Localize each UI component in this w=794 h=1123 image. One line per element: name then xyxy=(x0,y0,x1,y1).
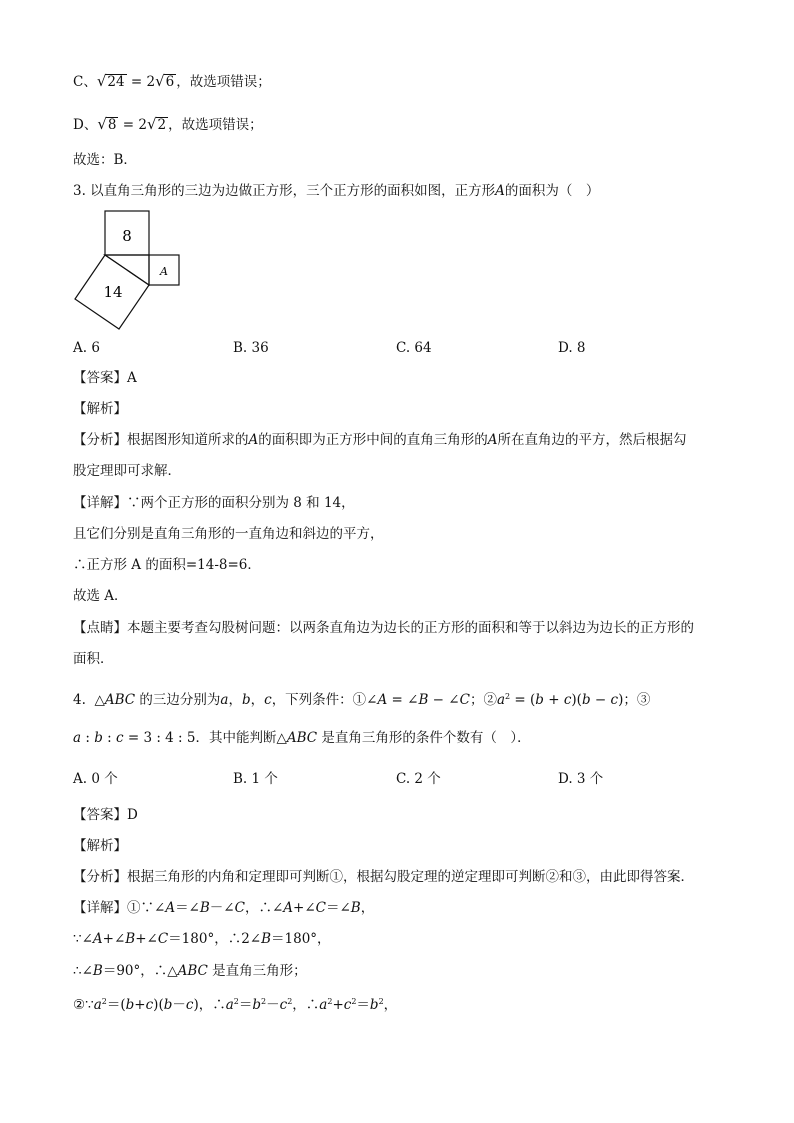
q3-answer: 【答案】A xyxy=(73,370,137,386)
q3-option-d: D. 8 xyxy=(558,340,586,356)
line-option-d: D、√8 = 2√2 ，故选项错误； xyxy=(73,115,263,133)
pythagoras-squares-figure xyxy=(74,210,184,330)
q4-detail-line-4: $②\because a^2=(b+c)(b-c)$，$\therefore a^2=b^2-c^2$，$\therefore a^2+c^2=b^2$， xyxy=(73,997,398,1013)
q4-answer: 【答案】D xyxy=(73,807,138,823)
square-8-label: 8 xyxy=(122,227,132,245)
q3-detail-line-4: 故选 A． xyxy=(73,588,128,604)
line-option-c: C、√24 = 2√6 ，故选项错误； xyxy=(73,72,271,90)
q3-comment-line-2: 面积． xyxy=(73,651,114,667)
q4-detail-line-1: 【详解】①∵∠A＝∠B－∠C，∴∠A+∠C＝∠B， xyxy=(73,900,375,916)
q4-analysis-heading: 【解析】 xyxy=(73,838,127,854)
q3-analysis-heading: 【解析】 xyxy=(73,401,127,417)
q3-detail-line-1: 【详解】∵两个正方形的面积分别为 8 和 14， xyxy=(73,495,355,511)
q4-option-b: B. 1 个 xyxy=(233,771,278,787)
q4-option-c: C. 2 个 xyxy=(396,771,441,787)
q4-detail-line-2: ∵∠A+∠B+∠C＝180°，∴2∠B＝180°， xyxy=(73,931,331,947)
q3-analysis-line-2: 股定理即可求解． xyxy=(73,463,181,479)
q4-detail-line-3: ∴∠B＝90°，∴△ABC 是直角三角形； xyxy=(73,963,307,979)
question-4-line-2: a : b : c = 3 : 4 : 5．其中能判断△ABC 是直角三角形的条件个数有（ ）． xyxy=(73,730,531,746)
q3-detail-line-3: ∴正方形 A 的面积=14-8=6． xyxy=(73,557,261,573)
q3-detail-line-2: 且它们分别是直角三角形的一直角边和斜边的平方， xyxy=(73,526,384,542)
question-3: 3. 以直角三角形的三边为边做正方形，三个正方形的面积如图，正方形A的面积为（ ） xyxy=(73,183,600,199)
q4-option-a: A. 0 个 xyxy=(73,771,118,787)
q3-option-a: A. 6 xyxy=(73,340,100,356)
question-4-line-1: 4. △ABC 的三边分别为a，b，c，下列条件：①∠A = ∠B − ∠C；$②a^2 = (b + c)(b - c)$；③ xyxy=(73,692,651,708)
q4-analysis-line: 【分析】根据三角形的内角和定理即可判断①，根据勾股定理的逆定理即可判断②和③，由此即得答案． xyxy=(73,869,694,885)
q3-option-b: B. 36 xyxy=(233,340,269,356)
q4-option-d: D. 3 个 xyxy=(558,771,604,787)
q3-analysis-line-1: 【分析】根据图形知道所求的A的面积即为正方形中间的直角三角形的A所在直角边的平方，然后根据勾 xyxy=(73,432,687,448)
line-choose-b: 故选：B． xyxy=(73,152,137,168)
square-a-label: A xyxy=(160,265,168,278)
square-14-label: 14 xyxy=(103,283,123,301)
q3-comment-line-1: 【点睛】本题主要考查勾股树问题：以两条直角边为边长的正方形的面积和等于以斜边为边长的正方形的 xyxy=(73,620,694,636)
q3-option-c: C. 64 xyxy=(396,340,432,356)
